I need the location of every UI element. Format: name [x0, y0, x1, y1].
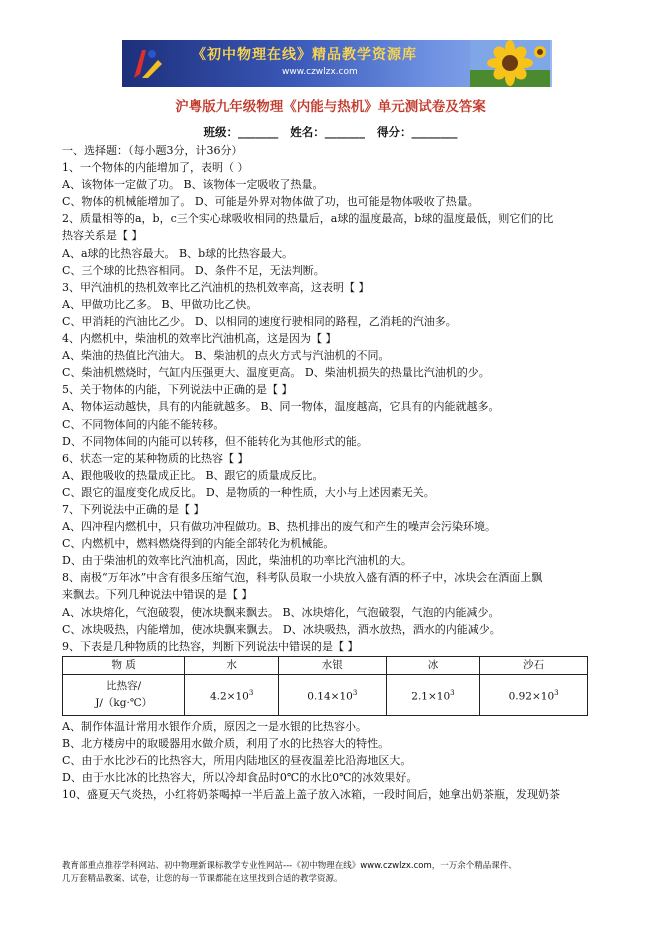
text-line: C、物体的机械能增加了。 D、可能是外界对物体做了功，也可能是物体吸收了热量。 — [62, 195, 479, 209]
cell-exponent: 3 — [450, 688, 455, 697]
row-label-line: J/（kg·℃） — [95, 696, 153, 709]
text-line: C、不同物体间的内能不能转移。 — [62, 417, 225, 431]
text-line: 9、下表是几种物质的比热容，判断下列说法中错误的是【 】 — [62, 639, 359, 653]
text-line: 6、状态一定的某种物质的比热容【 】 — [62, 451, 249, 465]
text-line: A、跟他吸收的热量成正比。 B、跟它的质量成反比。 — [62, 468, 324, 482]
question-content — [62, 142, 602, 803]
text-line: D、由于柴油机的效率比汽油机高，因此，柴油机的功率比汽油机的大。 — [62, 554, 412, 568]
document-title: 沪粤版九年级物理《内能与热机》单元测试卷及答案 — [175, 99, 486, 115]
page-footer — [62, 860, 602, 886]
cell-value: 2.1×10 — [411, 690, 451, 703]
text-line: 一、选择题：（每小题3分，计36分） — [62, 144, 243, 157]
text-line: C、内燃机中，燃料燃烧得到的内能全部转化为机械能。 — [62, 537, 335, 551]
table-header-row — [63, 656, 588, 674]
text-line: C、柴油机燃烧时，气缸内压强更大、温度更高。 D、柴油机损失的热量比汽油机的少。 — [62, 366, 490, 380]
text-line: 1、一个物体的内能增加了，表明（ ） — [62, 161, 249, 175]
text-line: B、北方楼房中的取暖器用水做介质，利用了水的比热容大的特性。 — [62, 737, 390, 750]
table-header-cell: 沙石 — [480, 656, 588, 674]
text-line: A、冰块熔化，气泡破裂，使冰块飘来飘去。 B、冰块熔化，气泡破裂，气泡的内能减少。 — [62, 605, 500, 619]
text-line: A、物体运动越快，具有的内能就越多。 B、同一物体，温度越高，它具有的内能就越多。 — [62, 400, 500, 414]
cell-exponent: 3 — [554, 688, 559, 697]
text-line: A、甲做功比乙多。 B、甲做功比乙快。 — [62, 297, 258, 311]
table-row-label — [63, 674, 185, 715]
text-line: 来飘去。下列几种说法中错误的是【 】 — [62, 588, 253, 602]
text-line: A、柴油的热值比汽油大。 B、柴油机的点火方式与汽油机的不同。 — [62, 349, 390, 363]
cell-exponent: 3 — [248, 688, 254, 697]
question-lines-after — [62, 718, 602, 803]
text-line: C、甲消耗的汽油比乙少。 D、以相同的速度行驶相同的路程，乙消耗的汽油多。 — [62, 314, 457, 328]
banner-title: 《初中物理在线》精品教学资源库 — [192, 47, 417, 63]
text-line: 热容关系是【 】 — [62, 229, 143, 243]
cell-value: 0.14×10 — [307, 690, 353, 703]
row-label-line: 比热容/ — [106, 679, 142, 692]
student-info-line: 班级：_______ 姓名：_______ 得分：________ — [203, 125, 458, 139]
banner-url[interactable]: www.czwlzx.com — [282, 67, 358, 77]
cell-value: 4.2×10 — [209, 690, 249, 703]
text-line: C、由于水比沙石的比热容大，所用内陆地区的昼夜温差比沿海地区大。 — [62, 754, 412, 768]
table-cell — [185, 674, 279, 715]
text-line: 10、盛夏天气炎热，小红将奶茶喝掉一半后盖上盖子放入冰箱，一段时间后，她拿出奶茶瓶，发现奶茶 — [62, 788, 560, 802]
text-line: D、由于水比冰的比热容大，所以冷却食品时0℃的水比0℃的冰效果好。 — [62, 771, 418, 785]
footer-line: 教育部重点推荐学科网站、初中物理新课标教学专业性网站---《初中物理在线》www.czwlzx.com，一万余个精品课件、 — [62, 861, 517, 871]
text-line: 2、质量相等的a，b，c三个实心球吸收相同的热量后，a球的温度最高，b球的温度最低，则它们的比 — [62, 212, 554, 226]
text-line: 3、甲汽油机的热机效率比乙汽油机的热机效率高，这表明【 】 — [62, 280, 370, 294]
text-line: A、a球的比热容最大。 B、b球的比热容最大。 — [62, 246, 294, 260]
table-header-cell: 水银 — [278, 656, 386, 674]
table-row — [63, 674, 588, 715]
text-line: D、不同物体间的内能可以转移，但不能转化为其他形式的能。 — [62, 434, 368, 448]
table-cell — [278, 674, 386, 715]
text-line: 5、关于物体的内能，下列说法中正确的是【 】 — [62, 383, 293, 397]
text-line: C、冰块吸热，内能增加，使冰块飘来飘去。 D、冰块吸热，酒水放热，酒水的内能减少。 — [62, 622, 501, 636]
text-line: C、跟它的温度变化成反比。 D、是物质的一种性质，大小与上述因素无关。 — [62, 485, 435, 499]
text-line: 8、南极“万年冰”中含有很多压缩气泡，科考队员取一小块放入盛有酒的杯子中，冰块会在酒面上飘 — [62, 571, 543, 585]
question-lines — [62, 142, 602, 655]
text-line: A、四冲程内燃机中，只有做功冲程做功。B、热机排出的废气和产生的噪声会污染环境。 — [62, 520, 497, 534]
cell-value: 0.92×10 — [508, 690, 555, 703]
text-line: A、该物体一定做了功。 B、该物体一定吸收了热量。 — [62, 178, 324, 192]
specific-heat-table — [62, 656, 588, 716]
site-logo — [128, 44, 166, 82]
table-header-cell: 水 — [185, 656, 279, 674]
text-line: A、制作体温计常用水银作介质，原因之一是水银的比热容小。 — [62, 719, 367, 733]
text-line: 7、下列说法中正确的是【 】 — [62, 502, 205, 516]
table-header-cell: 物 质 — [63, 656, 185, 674]
text-line: 4、内燃机中，柴油机的效率比汽油机高，这是因为【 】 — [62, 332, 337, 346]
header-banner — [122, 40, 552, 87]
table-cell — [386, 674, 480, 715]
text-line: C、三个球的比热容相同。 D、条件不足，无法判断。 — [62, 263, 325, 277]
footer-line: 几万套精品教案、试卷，让您的每一节课都能在这里找到合适的教学资源。 — [62, 874, 343, 884]
sunflower-image — [470, 40, 550, 87]
cell-exponent: 3 — [352, 688, 358, 697]
table-header-cell: 冰 — [386, 656, 480, 674]
table-cell — [480, 674, 588, 715]
